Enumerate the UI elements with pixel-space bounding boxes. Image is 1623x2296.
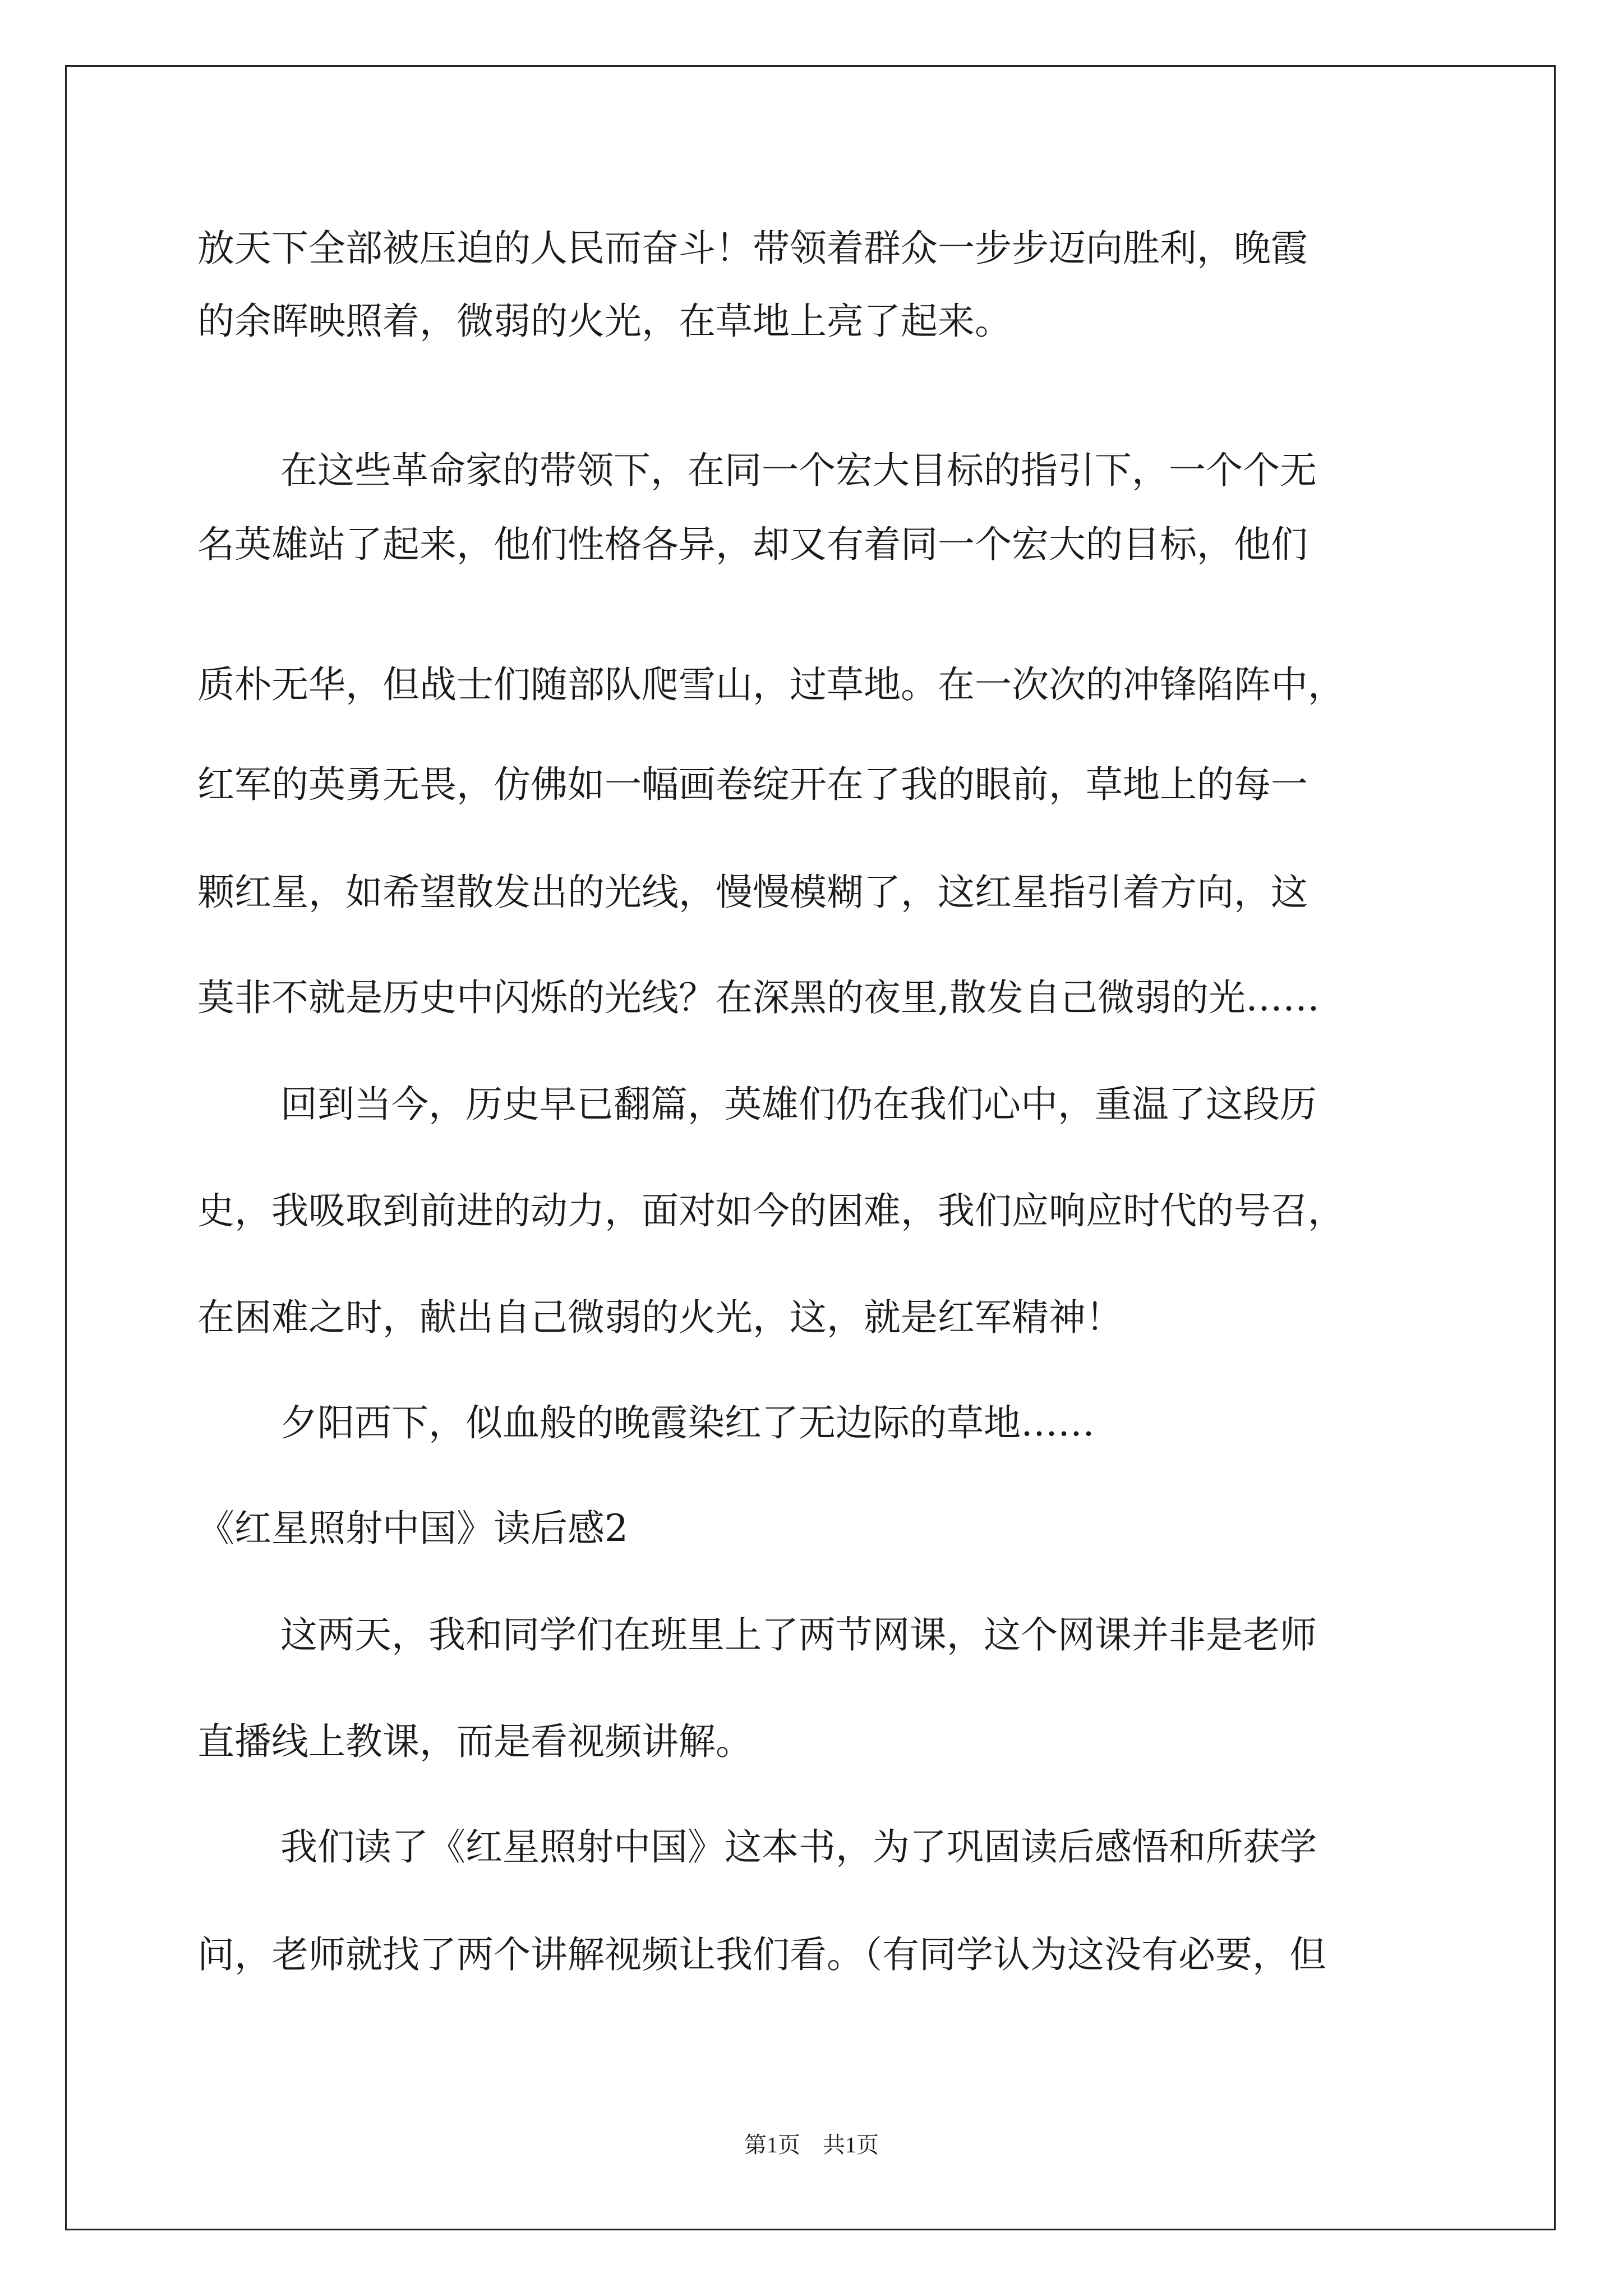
text-line: 问，老师就找了两个讲解视频让我们看。（有同学认为这没有必要，但 (197, 1933, 1326, 1976)
page-border (65, 65, 1556, 2230)
text-line: 莫非不就是历史中闪烁的光线？在深黑的夜里,散发自己微弱的光…… (197, 976, 1320, 1019)
text-line: 的余晖映照着，微弱的火光，在草地上亮了起来。 (197, 300, 1012, 343)
text-line: 名英雄站了起来，他们性格各异，却又有着同一个宏大的目标，他们 (197, 523, 1308, 566)
paragraph-first-line: 回到当今，历史早已翻篇，英雄们仍在我们心中，重温了这段历 (280, 1083, 1317, 1126)
text-line: 质朴无华，但战士们随部队爬雪山，过草地。在一次次的冲锋陷阵中， (197, 663, 1345, 706)
text-line: 红军的英勇无畏，仿佛如一幅画卷绽开在了我的眼前，草地上的每一 (197, 763, 1308, 806)
paragraph-first-line: 这两天，我和同学们在班里上了两节网课，这个网课并非是老师 (280, 1613, 1317, 1657)
text-line: 放天下全部被压迫的人民而奋斗！带领着群众一步步迈向胜利，晚霞 (197, 227, 1308, 270)
paragraph-first-line: 夕阳西下，似血般的晚霞染红了无边际的草地…… (280, 1401, 1095, 1444)
section-heading: 《红星照射中国》读后感2 (197, 1507, 628, 1550)
paragraph-first-line: 我们读了《红星照射中国》这本书，为了巩固读后感悟和所获学 (280, 1825, 1317, 1869)
text-line: 在困难之时，献出自己微弱的火光，这，就是红军精神！ (197, 1296, 1123, 1339)
page-footer: 第1页 共1页 (744, 2132, 879, 2157)
text-line: 直播线上教课，而是看视频讲解。 (197, 1720, 753, 1763)
paragraph-first-line: 在这些革命家的带领下，在同一个宏大目标的指引下，一个个无 (280, 449, 1317, 492)
text-line: 史，我吸取到前进的动力，面对如今的困难，我们应响应时代的号召， (197, 1189, 1345, 1232)
text-line: 颗红星，如希望散发出的光线，慢慢模糊了，这红星指引着方向，这 (197, 871, 1308, 914)
